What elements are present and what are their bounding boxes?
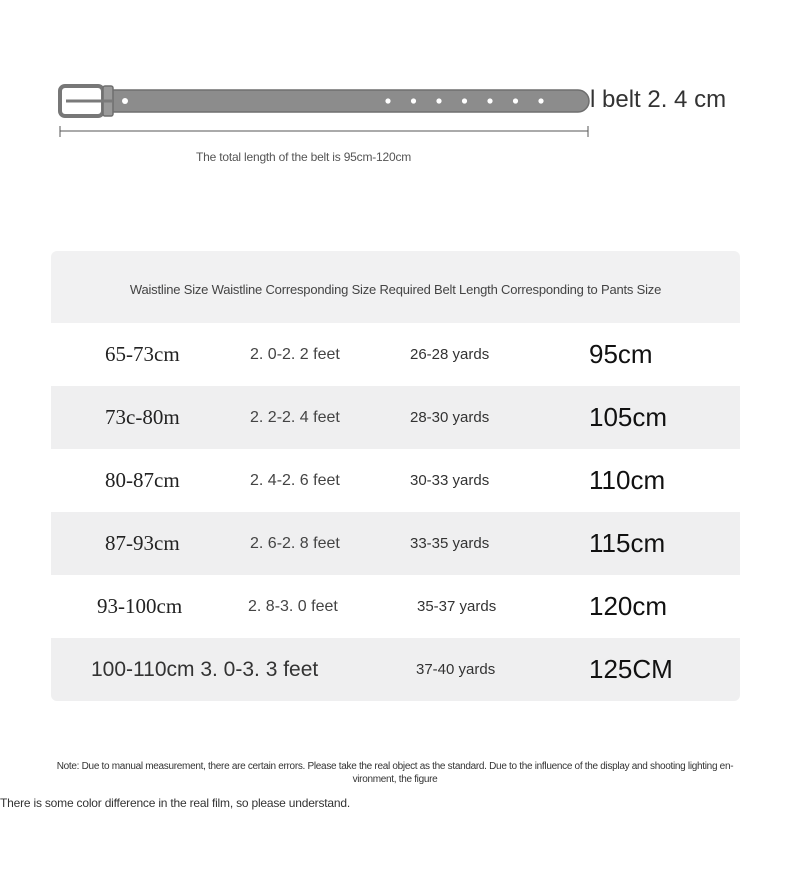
feet-cell: 2. 4-2. 6 feet	[250, 472, 340, 489]
yards-cell: 37-40 yards	[416, 661, 496, 678]
disclaimer-note-continued: vironment, the figure	[352, 774, 438, 785]
table-header: Waistline Size Waistline Corresponding Size Required Belt Length Corresponding to Pants Size	[51, 251, 740, 323]
belt-width-label: l belt 2. 4 cm	[590, 86, 727, 113]
feet-cell: 2. 6-2. 8 feet	[250, 535, 340, 552]
belt-hole	[513, 98, 518, 103]
belt-length-cell: 105cm	[589, 402, 668, 432]
belt-length-cell: 125CM	[589, 654, 673, 684]
size-table	[51, 251, 740, 701]
waist-cell: 73c-80m	[105, 405, 180, 429]
waist-cell: 65-73cm	[105, 342, 180, 366]
feet-cell: 2. 0-2. 2 feet	[250, 346, 340, 363]
table-row	[51, 386, 740, 449]
waist-cell: 93-100cm	[97, 594, 183, 618]
buckle-rivet	[122, 98, 128, 104]
waist-feet-cell: 100-110cm 3. 0-3. 3 feet	[91, 658, 319, 681]
belt-length-cell: 120cm	[589, 591, 668, 621]
disclaimer-note: Note: Due to manual measurement, there are certain errors. Please take the real object as the standard. Due to the influence of the display and shooting lighting en-	[56, 761, 734, 772]
table-row	[51, 449, 740, 512]
belt-hole	[411, 98, 416, 103]
belt-hole	[436, 98, 441, 103]
belt-length-cell: 110cm	[589, 465, 666, 495]
belt-length-caption: The total length of the belt is 95cm-120cm	[196, 150, 412, 164]
feet-cell: 2. 2-2. 4 feet	[250, 409, 340, 426]
yards-cell: 30-33 yards	[410, 472, 490, 489]
yards-cell: 35-37 yards	[417, 598, 497, 615]
table-row	[51, 638, 740, 701]
table-row	[51, 323, 740, 386]
waist-cell: 87-93cm	[105, 531, 180, 555]
feet-cell: 2. 8-3. 0 feet	[248, 598, 338, 615]
yards-cell: 28-30 yards	[410, 409, 490, 426]
belt-hole	[462, 98, 467, 103]
belt-hole	[538, 98, 543, 103]
belt-length-cell: 95cm	[589, 339, 653, 369]
yards-cell: 33-35 yards	[410, 535, 490, 552]
color-difference-note: There is some color difference in the real film, so please understand.	[0, 796, 350, 810]
waist-cell: 80-87cm	[105, 468, 180, 492]
yards-cell: 26-28 yards	[410, 346, 490, 363]
belt-hole	[385, 98, 390, 103]
belt-length-cell: 115cm	[589, 528, 666, 558]
table-row	[51, 575, 740, 638]
table-row	[51, 512, 740, 575]
belt-hole	[487, 98, 492, 103]
